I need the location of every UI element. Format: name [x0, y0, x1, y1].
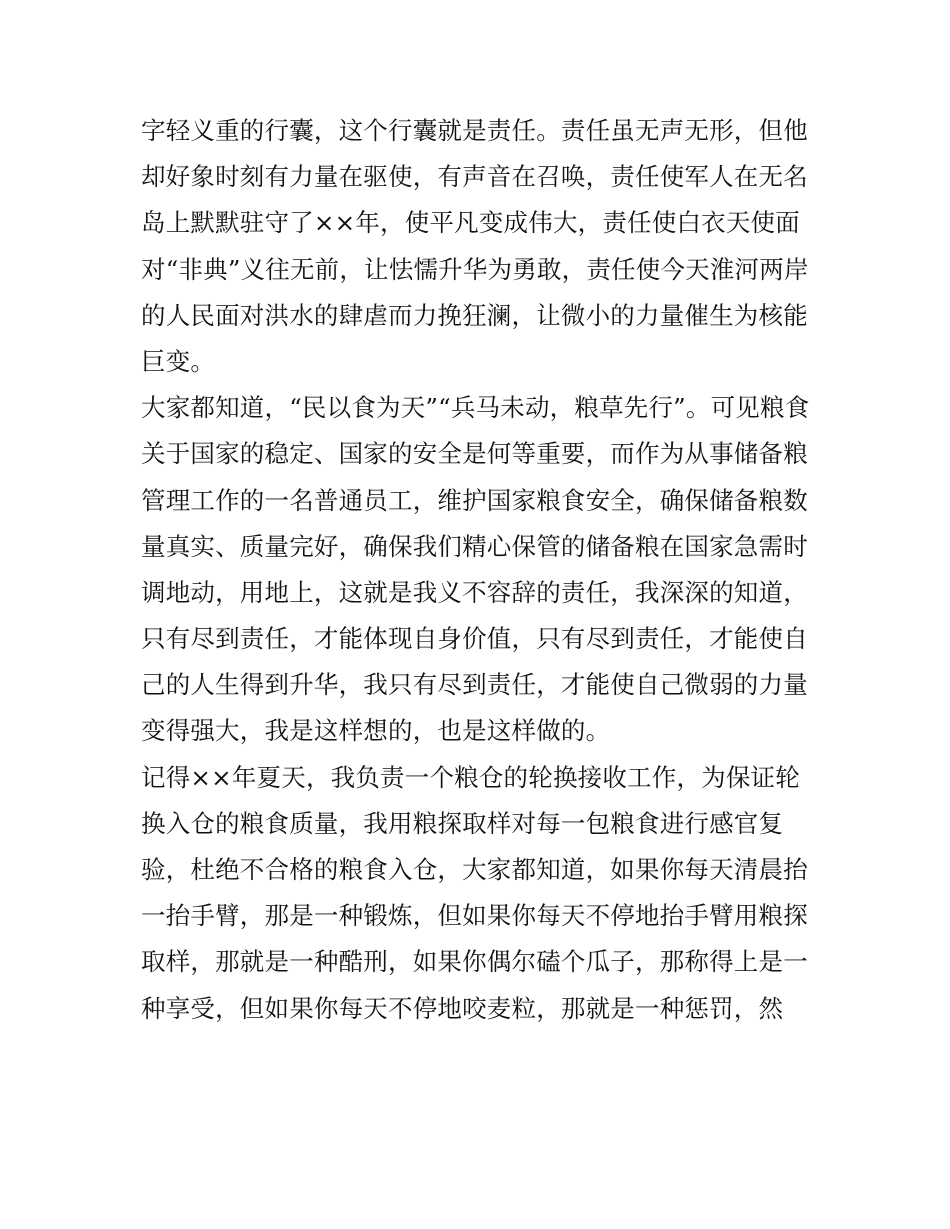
- text-line: 取样，那就是一种酷刑，如果你偶尔磕个瓜子，那称得上是一: [141, 947, 808, 977]
- text-line: 换入仓的粮食质量，我用粮探取样对每一包粮食进行感官复: [141, 808, 784, 838]
- text-line: 岛上默默驻守了××年，使平凡变成伟大，责任使白衣天使面: [141, 208, 800, 238]
- text-line: 变得强大，我是这样想的，也是这样做的。: [141, 716, 611, 746]
- text-line: 只有尽到责任，才能体现自身价值，只有尽到责任，才能使自: [141, 624, 808, 654]
- text-line: 管理工作的一名普通员工，维护国家粮食安全，确保储备粮数: [141, 485, 808, 515]
- text-line: 的人民面对洪水的肆虐而力挽狂澜，让微小的力量催生为核能: [141, 300, 808, 330]
- text-line: 关于国家的稳定、国家的安全是何等重要，而作为从事储备粮: [141, 439, 808, 469]
- text-line: 字轻义重的行囊，这个行囊就是责任。责任虽无声无形，但他: [141, 116, 808, 145]
- text-line: 对“非典”义往无前，让怯懦升华为勇敢，责任使今天淮河两岸: [141, 254, 809, 284]
- text-line: 大家都知道，“民以食为天”“兵马未动，粮草先行”。可见粮食: [141, 393, 810, 423]
- text-line: 一抬手臂，那是一种锻炼，但如果你每天不停地抬手臂用粮探: [141, 901, 808, 931]
- body-text: [141, 108, 821, 1032]
- text-line: 己的人生得到升华，我只有尽到责任，才能使自己微弱的力量: [141, 670, 808, 700]
- text-line: 记得××年夏天，我负责一个粮仓的轮换接收工作，为保证轮: [141, 762, 800, 792]
- text-line: 调地动，用地上，这就是我义不容辞的责任，我深深的知道，: [141, 577, 808, 607]
- text-line: 种享受，但如果你每天不停地咬麦粒，那就是一种惩罚，然: [141, 993, 784, 1023]
- text-line: 验，杜绝不合格的粮食入仓，大家都知道，如果你每天清晨抬: [141, 855, 808, 884]
- text-line: 却好象时刻有力量在驱使，有声音在召唤，责任使军人在无名: [141, 162, 808, 192]
- text-line: 量真实、质量完好，确保我们精心保管的储备粮在国家急需时: [141, 531, 808, 561]
- text-line: 巨变。: [141, 346, 216, 376]
